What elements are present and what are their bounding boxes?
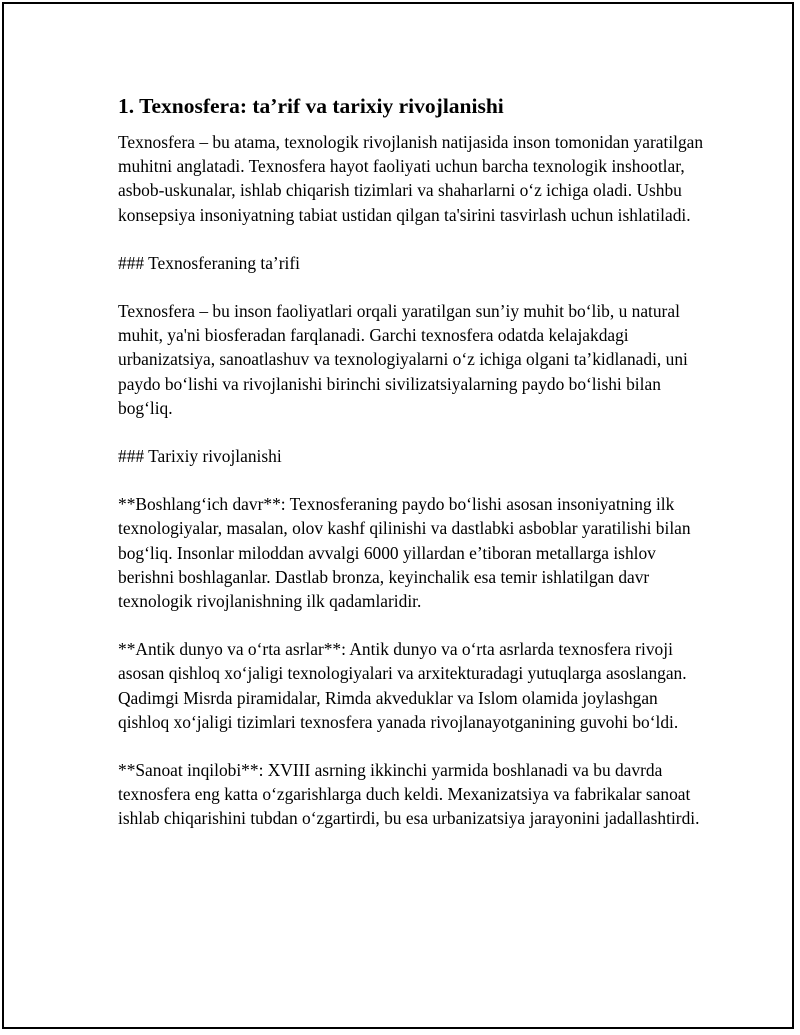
paragraph-early-period: **Boshlang‘ich davr**: Texnosferaning paydo bo‘lishi asosan insoniyatning ilk texnologiyalar, masalan, olov kashf qilinishi va dastlabki asboblar yaratilishi bilan bog‘liq. Insonlar miloddan avvalgi 6000 yillardan e’tiboran metallarga ishlov berishni boshlaganlar. Dastlab bronza, keyinchalik esa temir ishlatilgan davr texnologik rivojlanishning ilk qadamlaridir.: [118, 494, 691, 612]
document-body: [118, 92, 708, 831]
section-heading-definition: ### Texnosferaning ta’rifi: [118, 252, 300, 273]
document-title: 1. Texnosfera: ta’rif va tarixiy rivojlanishi: [118, 94, 504, 118]
section-heading-history: ### Tarixiy rivojlanishi: [118, 446, 282, 467]
paragraph-industrial-revolution: **Sanoat inqilobi**: XVIII asrning ikkinchi yarmida boshlanadi va bu davrda texnosfera eng katta o‘zgarishlarga duch keldi. Mexanizatsiya va fabrikalar sanoat ishlab chiqarishini tubdan o‘zgartirdi, bu esa urbanizatsiya jarayonini jadallashtirdi.: [118, 760, 700, 829]
paragraph-definition: Texnosfera – bu inson faoliyatlari orqali yaratilgan sun’iy muhit bo‘lib, u natural muhit, ya'ni biosferadan farqlanadi. Garchi texnosfera odatda kelajakdagi urbanizatsiya, sanoatlashuv va texnologiyalarni o‘z ichiga olgani ta’kidlanadi, uni paydo bo‘lishi va rivojlanishi birinchi sivilizatsiyalarning paydo bo‘lishi bilan bog‘liq.: [118, 301, 688, 418]
paragraph-antiquity-middle-ages: **Antik dunyo va o‘rta asrlar**: Antik dunyo va o‘rta asrlarda texnosfera rivoji asosan qishloq xo‘jaligi texnologiyalari va arxitekturadagi yutuqlarga asoslangan. Qadimgi Misrda piramidalar, Rimda akveduklar va Islom olamida joylashgan qishloq xo‘jaligi tizimlari texnosfera yanada rivojlanayotganining guvohi bo‘ldi.: [118, 639, 687, 732]
paragraph-intro: Texnosfera – bu atama, texnologik rivojlanish natijasida inson tomonidan yaratilgan muhitni anglatadi. Texnosfera hayot faoliyati uchun barcha texnologik inshootlar, asbob-uskunalar, ishlab chiqarish tizimlari va shaharlarni o‘z ichiga oladi. Ushbu konsepsiya insoniyatning tabiat ustidan qilgan ta'sirini tasvirlash uchun ishlatiladi.: [118, 132, 704, 225]
